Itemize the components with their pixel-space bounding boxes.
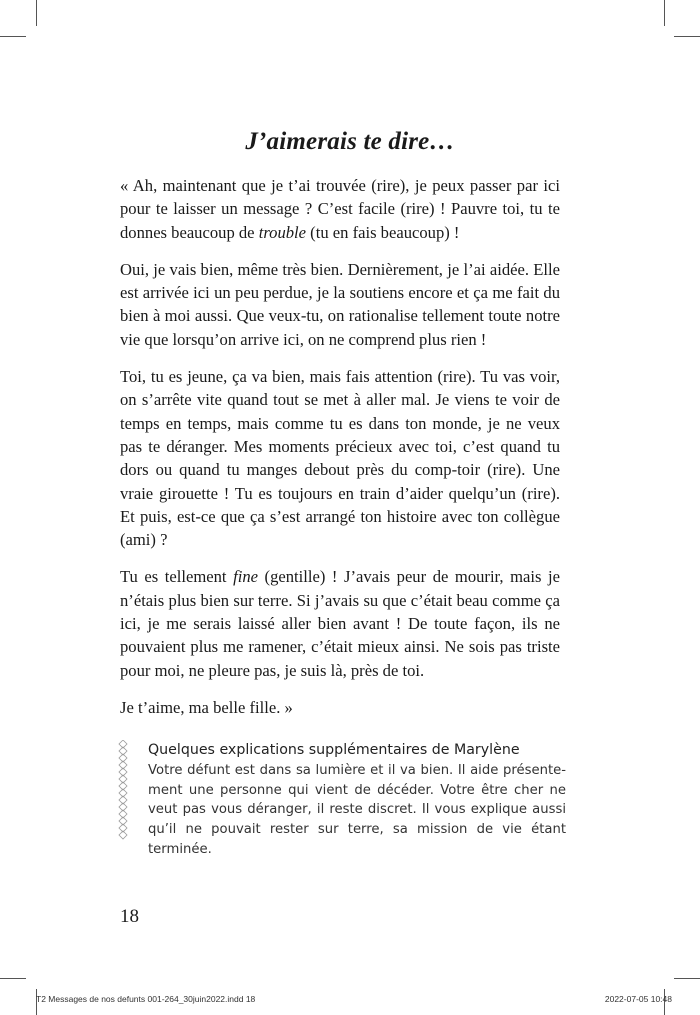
body-text	[120, 174, 560, 733]
crop-mark-top-left	[36, 0, 37, 26]
body-paragraph	[120, 365, 560, 551]
text-segment: Oui, je vais bien, même très bien. Dernièrement, je l’ai aidée. Elle est arrivée ici un peu perdue, je la soutiens encore et ça me fait du bien à moi aussi. Que veux-tu, on rationalise tellement toute notre vie que lorsqu’on arrive ici, on ne comprend plus rien !	[120, 259, 560, 349]
text-segment: Toi, tu es jeune, ça va bien, mais fais attention (rire). Tu vas voir, on s’arrête vite quand tout se met à aller mal. Je viens te voir de temps en temps, mais comme tu es dans ton monde, je ne veux pas te déranger. Mes moments précieux avec toi, c’est quand tu dors ou quand tu manges debout près du comp-toir (rire). Une vraie girouette ! Tu es toujours en train d’aider quelqu’un (rire). Et puis, est-ce que ça s’est arrangé ton histoire avec ton collègue (ami) ?	[120, 367, 560, 550]
text-segment: Tu es tellement	[120, 567, 234, 587]
crop-mark-bottom-right-h	[674, 978, 700, 979]
crop-mark-top-left-h	[0, 36, 26, 37]
body-paragraph	[120, 565, 560, 681]
print-slug-filename: T2 Messages de nos defunts 001-264_30juin2022.indd 18	[36, 994, 256, 1004]
crop-mark-top-right-h	[674, 36, 700, 37]
note-body: Votre défunt est dans sa lumière et il va bien. Il aide présente-ment une personne qui vient de décéder. Votre être cher ne veut pas vous déranger, il reste discret. Il vous explique aussi qu’il ne pouvait rester sur terre, sa mission de vie étant terminée.	[148, 763, 566, 857]
italic-word: fine	[233, 567, 258, 587]
text-segment: (gentille) ! J’avais peur de mourir, mais je n’étais plus bien sur terre. Si j’avais su que c’était beau comme ça ici, je me serais laissé aller bien avant ! De toute façon, ils ne pouvaient plus me ramener, c’était mieux ainsi. Ne sois pas triste pour moi, ne pleure pas, je suis là, près de toi.	[120, 567, 560, 680]
diamond-ornament-icon	[118, 740, 128, 842]
text-segment: « Ah, maintenant que je t’ai trouvée (rire), je peux passer par ici pour te laisser un message ? C’est facile (rire) ! Pauvre toi, tu te donnes beaucoup de	[120, 176, 560, 242]
explanation-note	[118, 740, 566, 857]
body-paragraph	[120, 174, 560, 244]
crop-mark-bottom-left-h	[0, 978, 26, 979]
crop-mark-top-right	[664, 0, 665, 26]
text-segment: Je t’aime, ma belle fille. »	[120, 697, 293, 717]
note-title: Quelques explications supplémentaires de Marylène	[148, 742, 520, 758]
text-segment: (tu en fais beaucoup) !	[306, 222, 460, 242]
page-title: J’aimerais te dire…	[245, 128, 455, 155]
body-paragraph	[120, 258, 560, 351]
italic-word: trouble	[258, 222, 307, 242]
body-paragraph	[120, 696, 560, 719]
print-slug-timestamp: 2022-07-05 10:48	[604, 994, 672, 1004]
page-number: 18	[120, 906, 139, 927]
